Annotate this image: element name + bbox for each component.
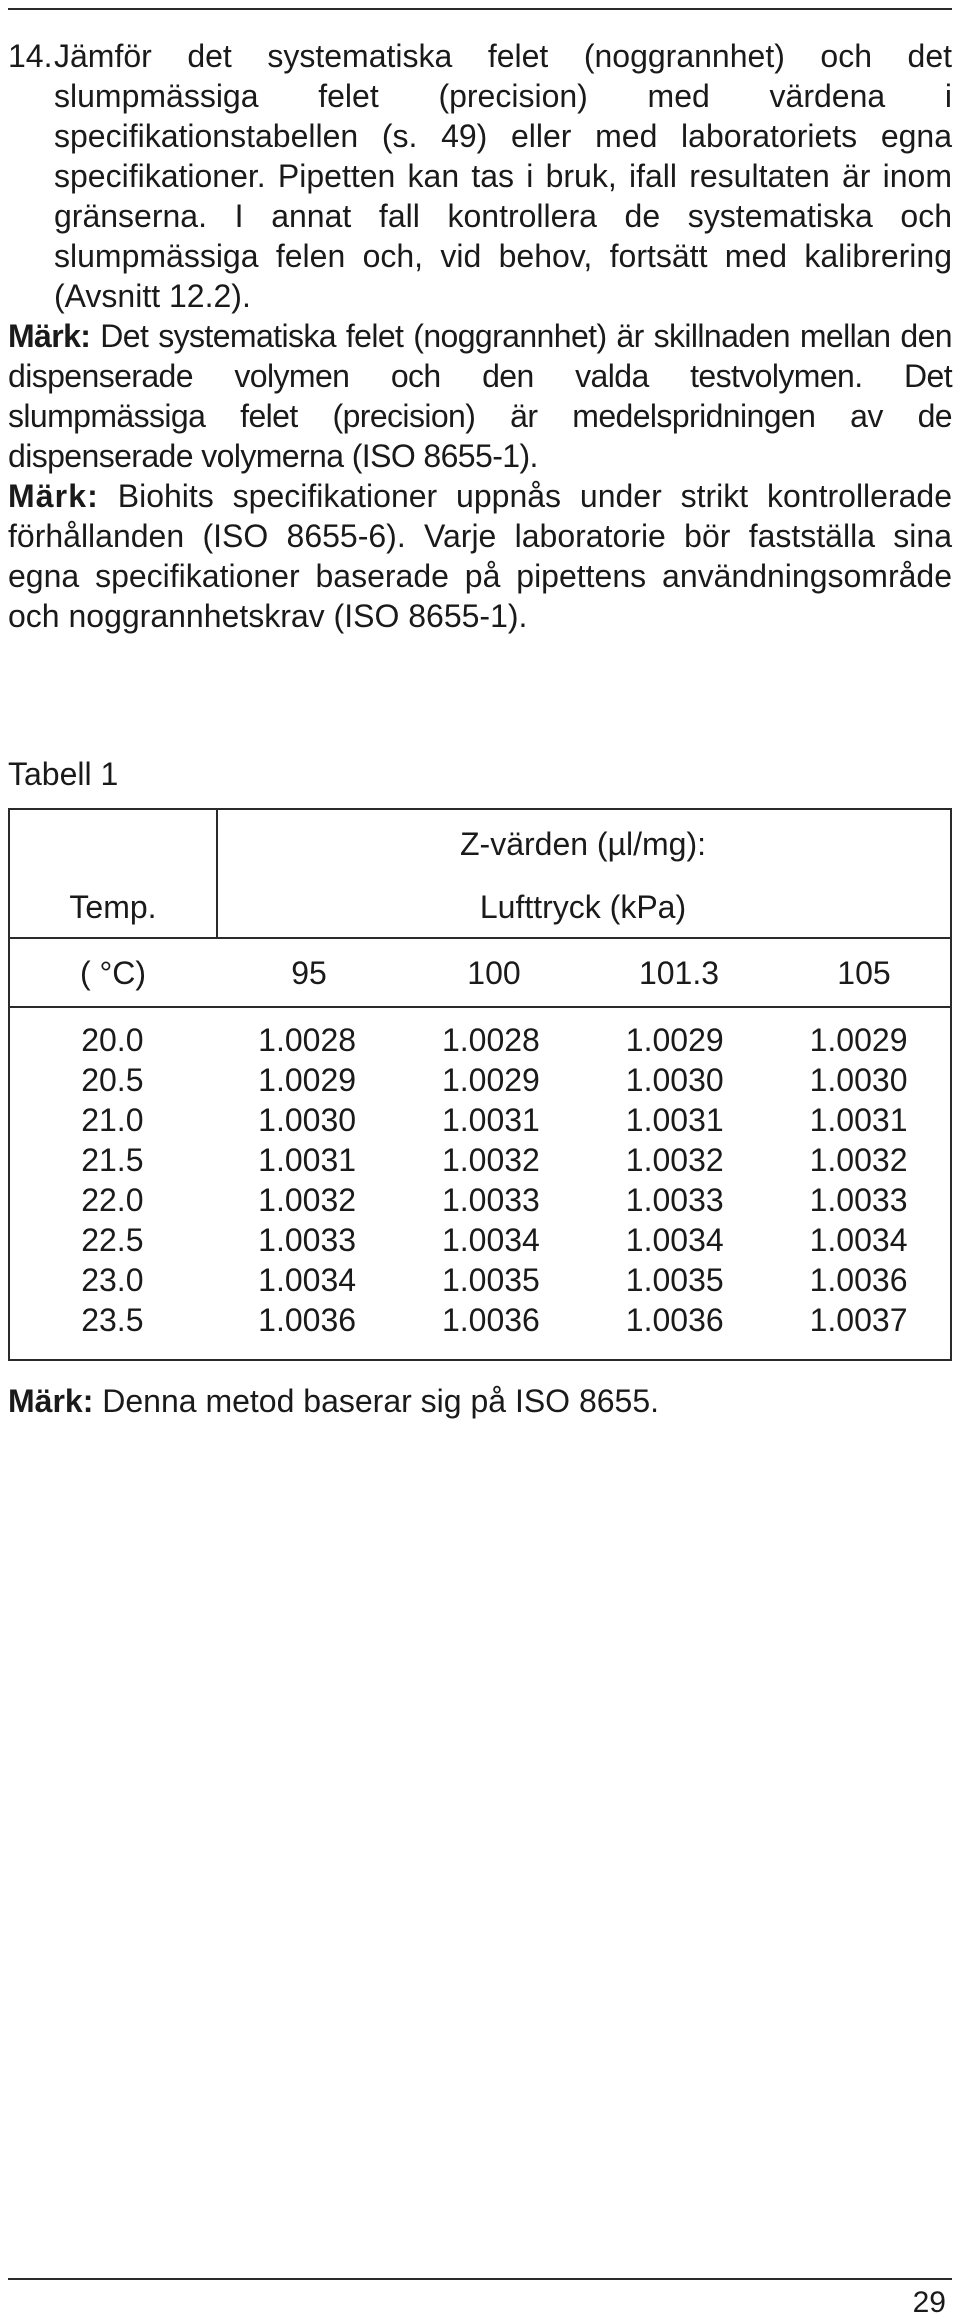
document-body <box>8 36 952 636</box>
table-row <box>10 1220 950 1260</box>
table-divider-header <box>10 937 950 939</box>
pressure-header: Lufttryck (kPa) <box>479 889 687 925</box>
z-cell: 1.0033 <box>258 1222 357 1258</box>
temp-cell: 23.5 <box>81 1302 144 1338</box>
z-cell: 1.0028 <box>441 1022 540 1058</box>
z-cell: 1.0036 <box>809 1262 908 1298</box>
z-cell: 1.0029 <box>258 1062 357 1098</box>
table-row <box>10 1180 950 1220</box>
z-cell: 1.0037 <box>809 1302 908 1338</box>
z-values-header: Z-värden (µl/mg): <box>459 826 707 862</box>
z-cell: 1.0035 <box>441 1262 540 1298</box>
z-cell: 1.0030 <box>258 1102 357 1138</box>
note-text: Denna metod baserar sig på ISO 8655. <box>102 1383 660 1419</box>
step-text: Jämför det systematiska felet (noggrannhet) och det slumpmässiga felet (precision) med värdena i specifikationstabellen (s. 49) eller med laboratoriets egna specifikationer. Pipetten kan tas i bruk, ifall resultaten är inom gränserna. I annat fall kontrollera de systematiska och slumpmässiga felen och, vid behov, fortsätt med kalibrering (Avsnitt 12.2). <box>54 38 952 314</box>
pressure-105: 105 <box>837 955 891 991</box>
z-cell: 1.0036 <box>625 1302 724 1338</box>
note-label: Märk: <box>8 318 91 354</box>
temp-cell: 23.0 <box>81 1262 144 1298</box>
temp-cell: 21.5 <box>81 1142 144 1178</box>
note-systematic-error <box>8 316 952 476</box>
step-14 <box>8 36 952 316</box>
table-row <box>10 1060 950 1100</box>
z-cell: 1.0032 <box>441 1142 540 1178</box>
note-text: Det systematiska felet (noggrannhet) är skillnaden mellan den dispenserade volymen och den valda testvolymen. Det slumpmässiga felet (precision) är medelspridningen av de dispenserade volymerna (ISO 8655-1). <box>8 318 952 474</box>
table-row <box>10 1300 950 1340</box>
z-cell: 1.0036 <box>441 1302 540 1338</box>
table-divider-units <box>10 1006 950 1008</box>
z-cell: 1.0033 <box>809 1182 908 1218</box>
z-cell: 1.0028 <box>258 1022 357 1058</box>
temp-unit: ( °C) <box>79 955 147 991</box>
z-cell: 1.0029 <box>809 1022 908 1058</box>
z-cell: 1.0030 <box>809 1062 908 1098</box>
note-label: Märk: <box>8 1383 94 1419</box>
z-cell: 1.0032 <box>258 1182 357 1218</box>
z-cell: 1.0031 <box>625 1102 724 1138</box>
temp-cell: 21.0 <box>81 1102 144 1138</box>
note-specifications <box>8 476 952 636</box>
top-rule <box>8 8 952 10</box>
z-cell: 1.0031 <box>258 1142 357 1178</box>
pressure-100: 100 <box>467 955 521 991</box>
z-cell: 1.0029 <box>441 1062 540 1098</box>
z-cell: 1.0033 <box>625 1182 724 1218</box>
temp-header: Temp. <box>69 889 157 925</box>
temp-cell: 22.0 <box>81 1182 144 1218</box>
z-cell: 1.0034 <box>441 1222 540 1258</box>
table-row <box>10 1100 950 1140</box>
note-label: Märk: <box>8 478 99 514</box>
table-row <box>10 1260 950 1300</box>
z-cell: 1.0031 <box>809 1102 908 1138</box>
z-cell: 1.0030 <box>625 1062 724 1098</box>
z-values-table <box>8 808 952 1361</box>
temp-cell: 22.5 <box>81 1222 144 1258</box>
z-cell: 1.0029 <box>625 1022 724 1058</box>
bottom-rule <box>8 2278 952 2280</box>
z-cell: 1.0033 <box>441 1182 540 1218</box>
final-note <box>8 1381 659 1421</box>
z-cell: 1.0036 <box>258 1302 357 1338</box>
note-text: Biohits specifikationer uppnås under strikt kontrollerade förhållanden (ISO 8655-6). Varje laboratorie bör fastställa sina egna specifikationer baserade på pipettens användningsområde och noggrannhetskrav (ISO 8655-1). <box>8 478 953 634</box>
z-cell: 1.0034 <box>809 1222 908 1258</box>
temp-cell: 20.5 <box>81 1062 144 1098</box>
table-caption: Tabell 1 <box>8 756 119 792</box>
z-cell: 1.0034 <box>625 1222 724 1258</box>
z-cell: 1.0034 <box>258 1262 357 1298</box>
z-cell: 1.0032 <box>809 1142 908 1178</box>
table-row <box>10 1020 950 1060</box>
step-number: 14. <box>8 38 53 74</box>
table-row <box>10 1140 950 1180</box>
pressure-95: 95 <box>291 955 327 991</box>
z-cell: 1.0032 <box>625 1142 724 1178</box>
z-cell: 1.0031 <box>441 1102 540 1138</box>
pressure-101-3: 101.3 <box>638 955 720 991</box>
table-body <box>10 1020 950 1340</box>
temp-cell: 20.0 <box>81 1022 144 1058</box>
z-cell: 1.0035 <box>625 1262 724 1298</box>
page-number: 29 <box>912 2286 946 2319</box>
